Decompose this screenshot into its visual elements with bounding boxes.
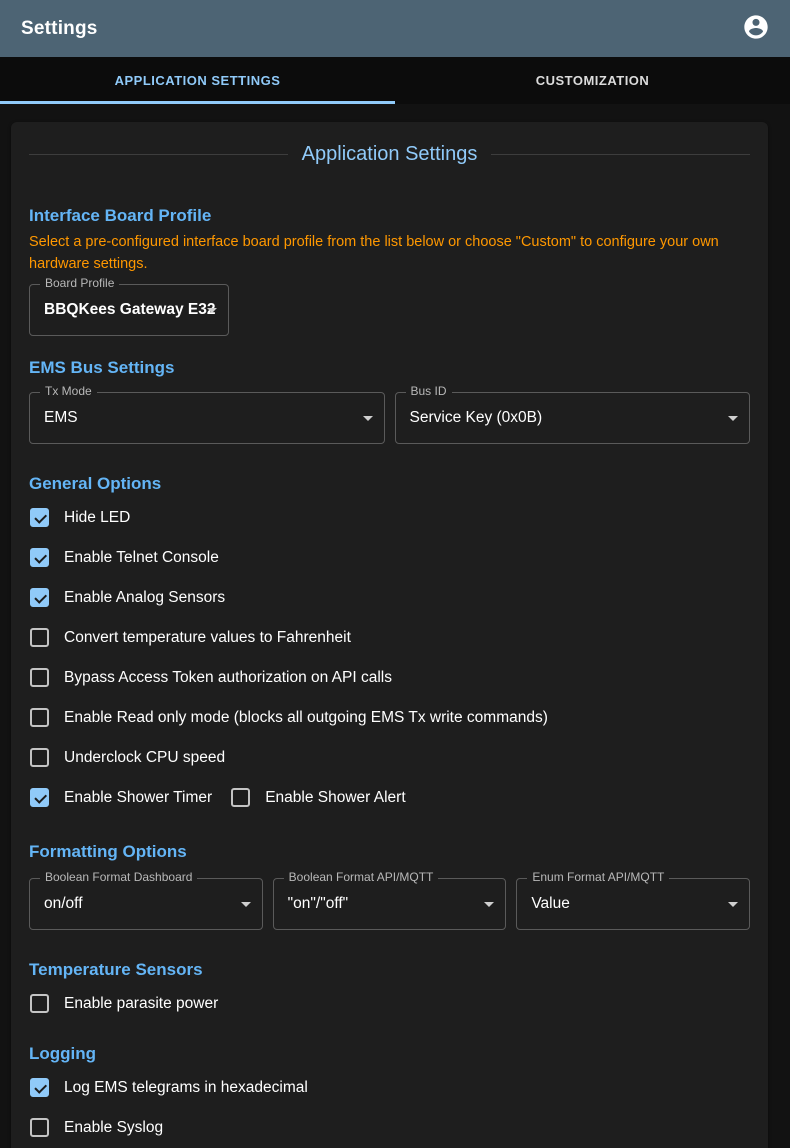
bus-id-select-label: Bus ID [406,384,452,398]
bus-id-select-value: Service Key (0x0B) [409,408,543,426]
page-title: Settings [21,17,98,39]
tx-mode-select-value: EMS [44,408,78,426]
checkbox-enable-telnet-console[interactable]: Enable Telnet Console [29,546,750,570]
temperature-sensors-list [29,992,750,1016]
checkbox-enable-syslog[interactable]: Enable Syslog [29,1116,750,1140]
board-profile-select[interactable] [29,275,229,336]
checkbox-convert-fahrenheit[interactable]: Convert temperature values to Fahrenheit [29,626,750,650]
boolean-format-api-label: Boolean Format API/MQTT [284,870,439,884]
checkbox-log-ems-hex[interactable]: Log EMS telegrams in hexadecimal [29,1076,750,1100]
card-title-row [29,142,750,166]
tx-mode-select[interactable] [29,383,385,444]
boolean-format-dashboard-value: on/off [44,894,83,912]
checkbox-enable-parasite-power[interactable]: Enable parasite power [29,992,750,1016]
bus-id-select[interactable] [395,383,751,444]
board-profile-select-value: BBQKees Gateway E32 [44,300,216,318]
board-profile-help-text: Select a pre-configured interface board profile from the list below or choose "Custom" to configure your own hardware settings. [29,234,719,272]
checkbox-enable-analog-sensors[interactable]: Enable Analog Sensors [29,586,750,610]
shower-options-row [29,786,750,810]
checkbox-box[interactable] [30,548,49,567]
chevron-down-icon [728,902,738,907]
checkbox-box[interactable] [30,588,49,607]
board-profile-select-label: Board Profile [40,276,119,290]
section-ems-bus-settings: EMS Bus Settings [29,357,175,377]
section-logging: Logging [29,1043,97,1063]
boolean-format-api-value: "on"/"off" [287,894,349,912]
checkbox-box[interactable] [30,1078,49,1097]
divider [29,154,288,155]
checkbox-enable-shower-timer[interactable]: Enable Shower Timer [29,786,212,810]
checkbox-box[interactable] [30,748,49,767]
tx-mode-select-label: Tx Mode [40,384,97,398]
checkbox-underclock-cpu[interactable]: Underclock CPU speed [29,746,750,770]
checkbox-read-only-mode[interactable]: Enable Read only mode (blocks all outgoing EMS Tx write commands) [29,706,750,730]
checkbox-box[interactable] [30,994,49,1013]
tab-application-settings[interactable]: APPLICATION SETTINGS [0,57,395,104]
section-general-options: General Options [29,473,162,493]
checkbox-bypass-access-token[interactable]: Bypass Access Token authorization on API calls [29,666,750,690]
logging-list [29,1076,750,1140]
enum-format-api-value: Value [531,894,570,912]
checkbox-enable-shower-alert[interactable]: Enable Shower Alert [230,786,405,810]
chevron-down-icon [241,902,251,907]
section-interface-board-profile: Interface Board Profile [29,206,212,225]
enum-format-api-select[interactable] [516,869,750,930]
section-temperature-sensors: Temperature Sensors [29,959,203,979]
checkbox-box[interactable] [30,788,49,807]
general-options-list [29,506,750,810]
checkbox-box[interactable] [30,668,49,687]
boolean-format-api-select[interactable] [273,869,507,930]
chevron-down-icon [207,308,217,313]
tab-customization[interactable]: CUSTOMIZATION [535,73,650,88]
chevron-down-icon [363,416,373,421]
checkbox-box[interactable] [231,788,250,807]
account-button[interactable] [736,9,776,49]
divider [491,154,750,155]
checkbox-box[interactable] [30,708,49,727]
chevron-down-icon [484,902,494,907]
chevron-down-icon [728,416,738,421]
boolean-format-dashboard-label: Boolean Format Dashboard [40,870,197,884]
app-bar [0,0,790,57]
account-circle-icon [742,13,770,44]
settings-card [11,122,768,1148]
checkbox-box[interactable] [30,628,49,647]
checkbox-box[interactable] [30,1118,49,1137]
checkbox-box[interactable] [30,508,49,527]
card-title: Application Settings [301,142,478,165]
boolean-format-dashboard-select[interactable] [29,869,263,930]
section-formatting-options: Formatting Options [29,841,187,861]
tab-bar [0,57,790,104]
checkbox-hide-led[interactable]: Hide LED [29,506,750,530]
enum-format-api-label: Enum Format API/MQTT [527,870,669,884]
